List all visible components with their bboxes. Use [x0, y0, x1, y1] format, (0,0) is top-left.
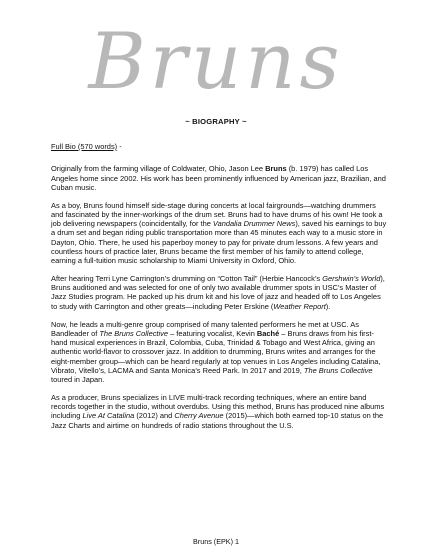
biography-heading: ~ BIOGRAPHY ~	[185, 117, 247, 126]
svg-text:Bruns: Bruns	[88, 17, 344, 107]
bio-paragraph-1: Originally from the farming village of Coldwater, Ohio, Jason Lee Bruns (b. 1979) has called Los Angeles home since 2002. His work has been prominently influenced by American jazz, Brazilian, and Cuban music.	[51, 164, 386, 192]
bruns-logo	[0, 10, 432, 108]
full-bio-line: Full Bio (570 words) -	[51, 142, 122, 151]
bruns-logo-script	[76, 10, 356, 108]
page-footer: Bruns (EPK) 1	[193, 537, 239, 546]
full-bio-link[interactable]: Full Bio (570 words)	[51, 142, 118, 151]
biography-body	[51, 142, 387, 438]
bio-paragraph-2: As a boy, Bruns found himself side-stage during concerts at local fairgrounds—watching drummers and fascinated by the inner-workings of the drum set. Bruns had to have drums of his own! He took a job delivering newspapers (coincidentally, for the Vandalia Drummer News), saved his earnings to buy a drum set and began riding public transportation more than 45 minutes each way to a music store in Dayton, Ohio. There, he used his paperboy money to pay for private drum lessons. A few years and countless hours of practice later, Bruns became the first member of his family to attend college, earning a full-tuition music scholarship to Miami University in Oxford, Ohio.	[51, 200, 387, 266]
bio-paragraph-4: Now, he leads a multi-genre group comprised of many talented performers he met at USC. As Bandleader of The Bruns Collective – featuring vocalist, Kevin Baché – Bruns draws from his first-hand musical experiences in Brazil, Colombia, Cuba, Trinidad & Tobago and West Africa, giving an authentic world-flavor to crossover jazz. In addition to drumming, Bruns writes and arranges for the eight-member group—which can be heard regularly at top venues in Los Angeles including Catalina, Vibrato, Vitello’s, LACMA and Santa Monica’s Reed Park. In 2017 and 2019, The Bruns Collective toured in Japan.	[51, 319, 381, 385]
bio-paragraph-5: As a producer, Bruns specializes in LIVE multi-track recording techniques, where an entire band records together in the studio, without overdubs. Using this method, Bruns has produced nine albums including Live At Catalina (2012) and Cherry Avenue (2015)—which both earned top-10 status on the Jazz Charts and airtime on hundreds of radio stations throughout the U.S.	[51, 392, 385, 430]
bio-paragraph-3: After hearing Terri Lyne Carrington’s drumming on “Cotton Tail” (Herbie Hancock’s Gershwin’s World), Bruns auditioned and was selected for one of only two available drummer spots in USC’s Master of Jazz Studies program. He packed up his drum kit and his love of jazz and headed off to Los Angeles to study with Carrington and other greats—including Peter Erskine (Weather Report).	[51, 273, 385, 311]
